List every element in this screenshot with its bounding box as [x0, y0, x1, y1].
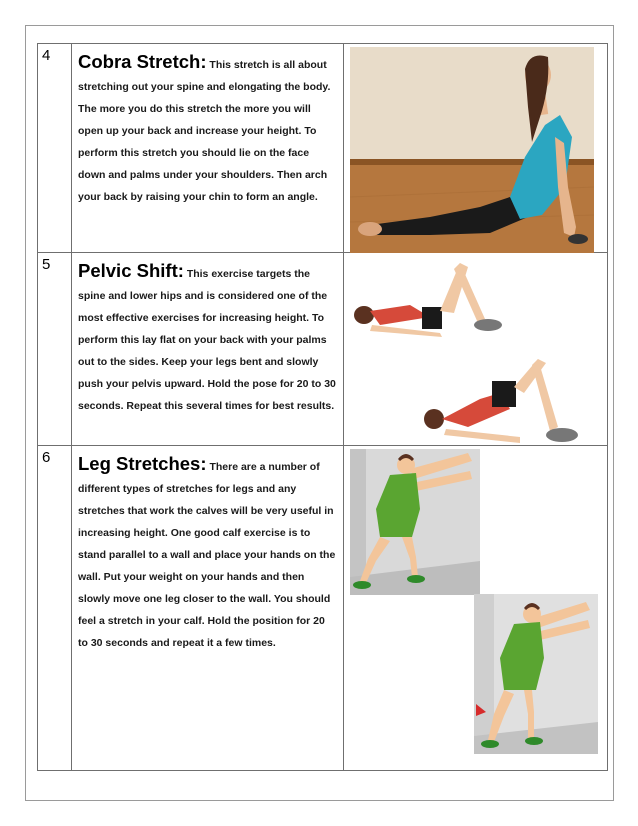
table-row: [38, 253, 608, 446]
exercise-number: 5: [42, 256, 51, 273]
image-cell: [344, 44, 608, 253]
description-cell: [72, 44, 344, 253]
exercise-description: This exercise targets the spine and lower hips and is considered one of the most effective exercises for increasing height. To perform this lay flat on your back with your palms out to the sides. Keep your legs bent and slowly push your pelvis upward. Hold the pose for 20 to 30 seconds. Repeat this several times for best results.: [78, 268, 336, 412]
description-cell: [72, 253, 344, 446]
cobra-stretch-photo: [350, 47, 594, 253]
exercise-text: [72, 44, 343, 208]
number-cell: [38, 44, 72, 253]
description-cell: [72, 446, 344, 771]
exercise-number: 6: [42, 449, 51, 466]
exercise-table: [37, 43, 608, 771]
image-cell: [344, 253, 608, 446]
exercise-description: This stretch is all about stretching out your spine and elongating the body. The more you do this stretch the more you will open up your back and increase your height. To perform this stretch you should lie on the face down and palms under your shoulders. Then arch your back by raising your chin to form an angle.: [78, 59, 331, 203]
image-cell: [344, 446, 608, 771]
exercise-title: Pelvic Shift:: [78, 260, 184, 281]
exercise-title: Leg Stretches:: [78, 453, 207, 474]
exercise-description: There are a number of different types of stretches for legs and any stretches that work the calves will be very useful in increasing height. One good calf exercise is to stand parallel to a wall and place your hands on the wall. Put your weight on your hands and then slowly move one leg closer to the wall. You should feel a stretch in your calf. Hold the position for 20 to 30 seconds and repeat it a few times.: [78, 461, 336, 649]
calf-stretch-illustration: [474, 594, 598, 754]
exercise-text: [72, 253, 343, 417]
exercise-number: 4: [42, 47, 51, 64]
exercise-text: [72, 446, 343, 654]
table-row: [38, 446, 608, 771]
calf-stretch-illustration: [350, 449, 480, 595]
exercise-title: Cobra Stretch:: [78, 51, 207, 72]
number-cell: [38, 446, 72, 771]
number-cell: [38, 253, 72, 446]
pelvic-shift-illustration: [350, 259, 596, 445]
table-row: [38, 44, 608, 253]
